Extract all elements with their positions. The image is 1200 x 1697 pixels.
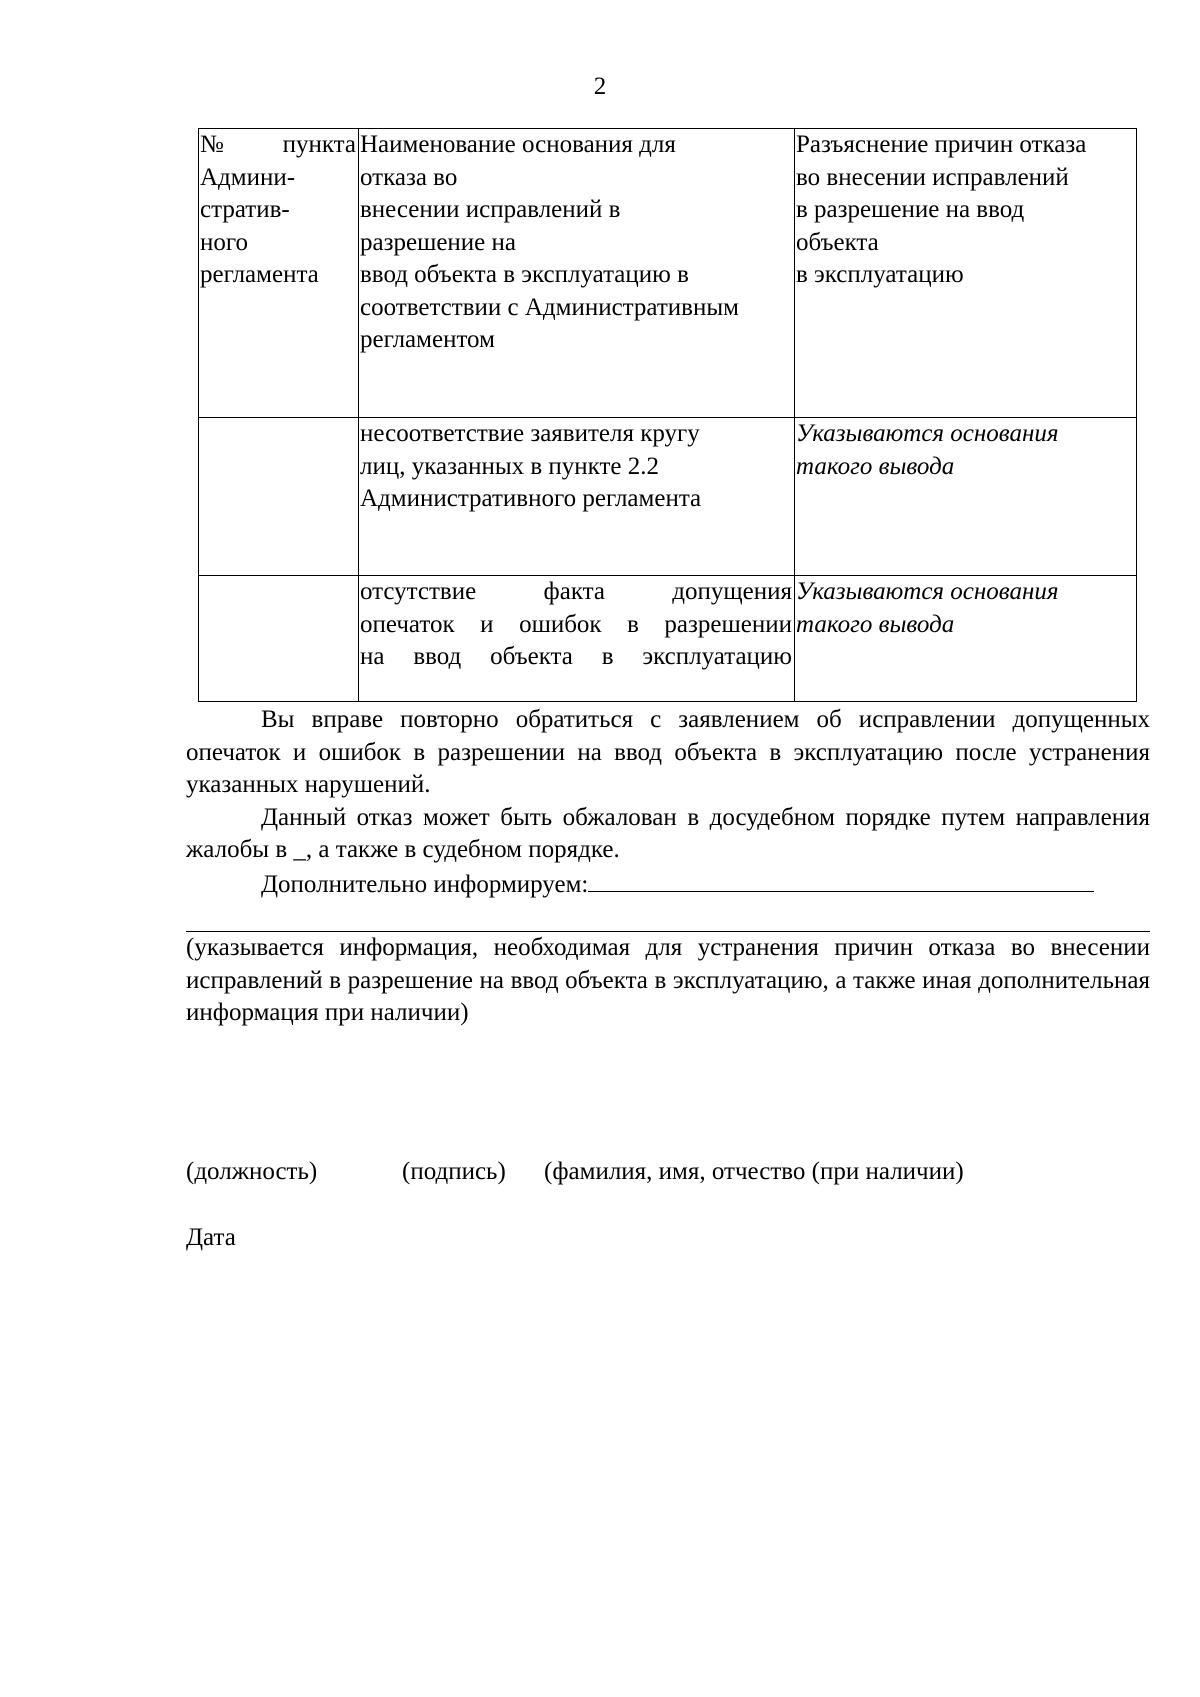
additional-info-line [186,867,1150,902]
date-label: Дата [186,1224,236,1251]
header-cell-explanation: Разъяснение причин отказа во внесении исправлений в разрешение на ввод объекта в эксплуатацию [795,129,1137,418]
row-2-item-number [199,576,359,702]
additional-info-label: Дополнительно информируем: [261,870,589,898]
signature-label: (подпись) [402,1158,506,1185]
header-number-sign: № [200,131,224,158]
header-cell-reason-name: Наименование основания для отказа во внесении исправлений в разрешение на ввод объекта в эксплуатацию в соответствии с Административным регламентом [359,129,795,418]
row-1-reason-name: несоответствие заявителя кругу лиц, указанных в пункте 2.2 Административного регламента [359,418,795,576]
paragraph-appeal: Данный отказ может быть обжалован в досудебном порядке путем направления жалобы в _, а также в судебном порядке. [186,803,1150,863]
header-line-4: ного [200,228,249,256]
full-name-label: (фамилия, имя, отчество (при наличии) [544,1158,964,1185]
header-cell-item-number [199,129,359,418]
row-2-reason-name [359,576,795,702]
page-number: 2 [593,73,607,100]
row-2-explanation: Указываются основания такого вывода [795,576,1137,702]
header-item-word: пункта [282,131,356,158]
paragraph-repeat-request: Вы вправе повторно обратиться с заявлением об исправлении допущенных опечаток и ошибок в разрешении на ввод объекта в эксплуатацию после устранения указанных нарушений. [186,706,1150,798]
header-line-2: Админи- [200,163,296,191]
row-1-explanation: Указываются основания такого вывода [795,418,1137,576]
additional-info-note: (указывается информация, необходимая для устранения причин отказа во внесении исправлений в разрешение на ввод объекта в эксплуатацию, а также иная дополнительная информация при наличии) [186,934,1150,1026]
position-label: (должность) [186,1158,318,1185]
row-2-reason-line-2: опечаток и ошибок в разрешении [360,610,792,638]
refusal-reasons-table [198,128,1137,702]
header-line-3: стратив- [200,196,290,223]
table-row [199,576,1137,702]
table-row [199,418,1137,576]
additional-info-blank [588,867,1094,892]
header-line-5: регламента [200,261,319,288]
row-2-reason-line-3: на ввод объекта в эксплуатацию [360,643,792,670]
row-2-reason-line-1: отсутствие факта допущения [360,578,792,605]
document-body [186,704,1150,1030]
row-1-item-number [199,418,359,576]
table-header-row [199,129,1137,418]
